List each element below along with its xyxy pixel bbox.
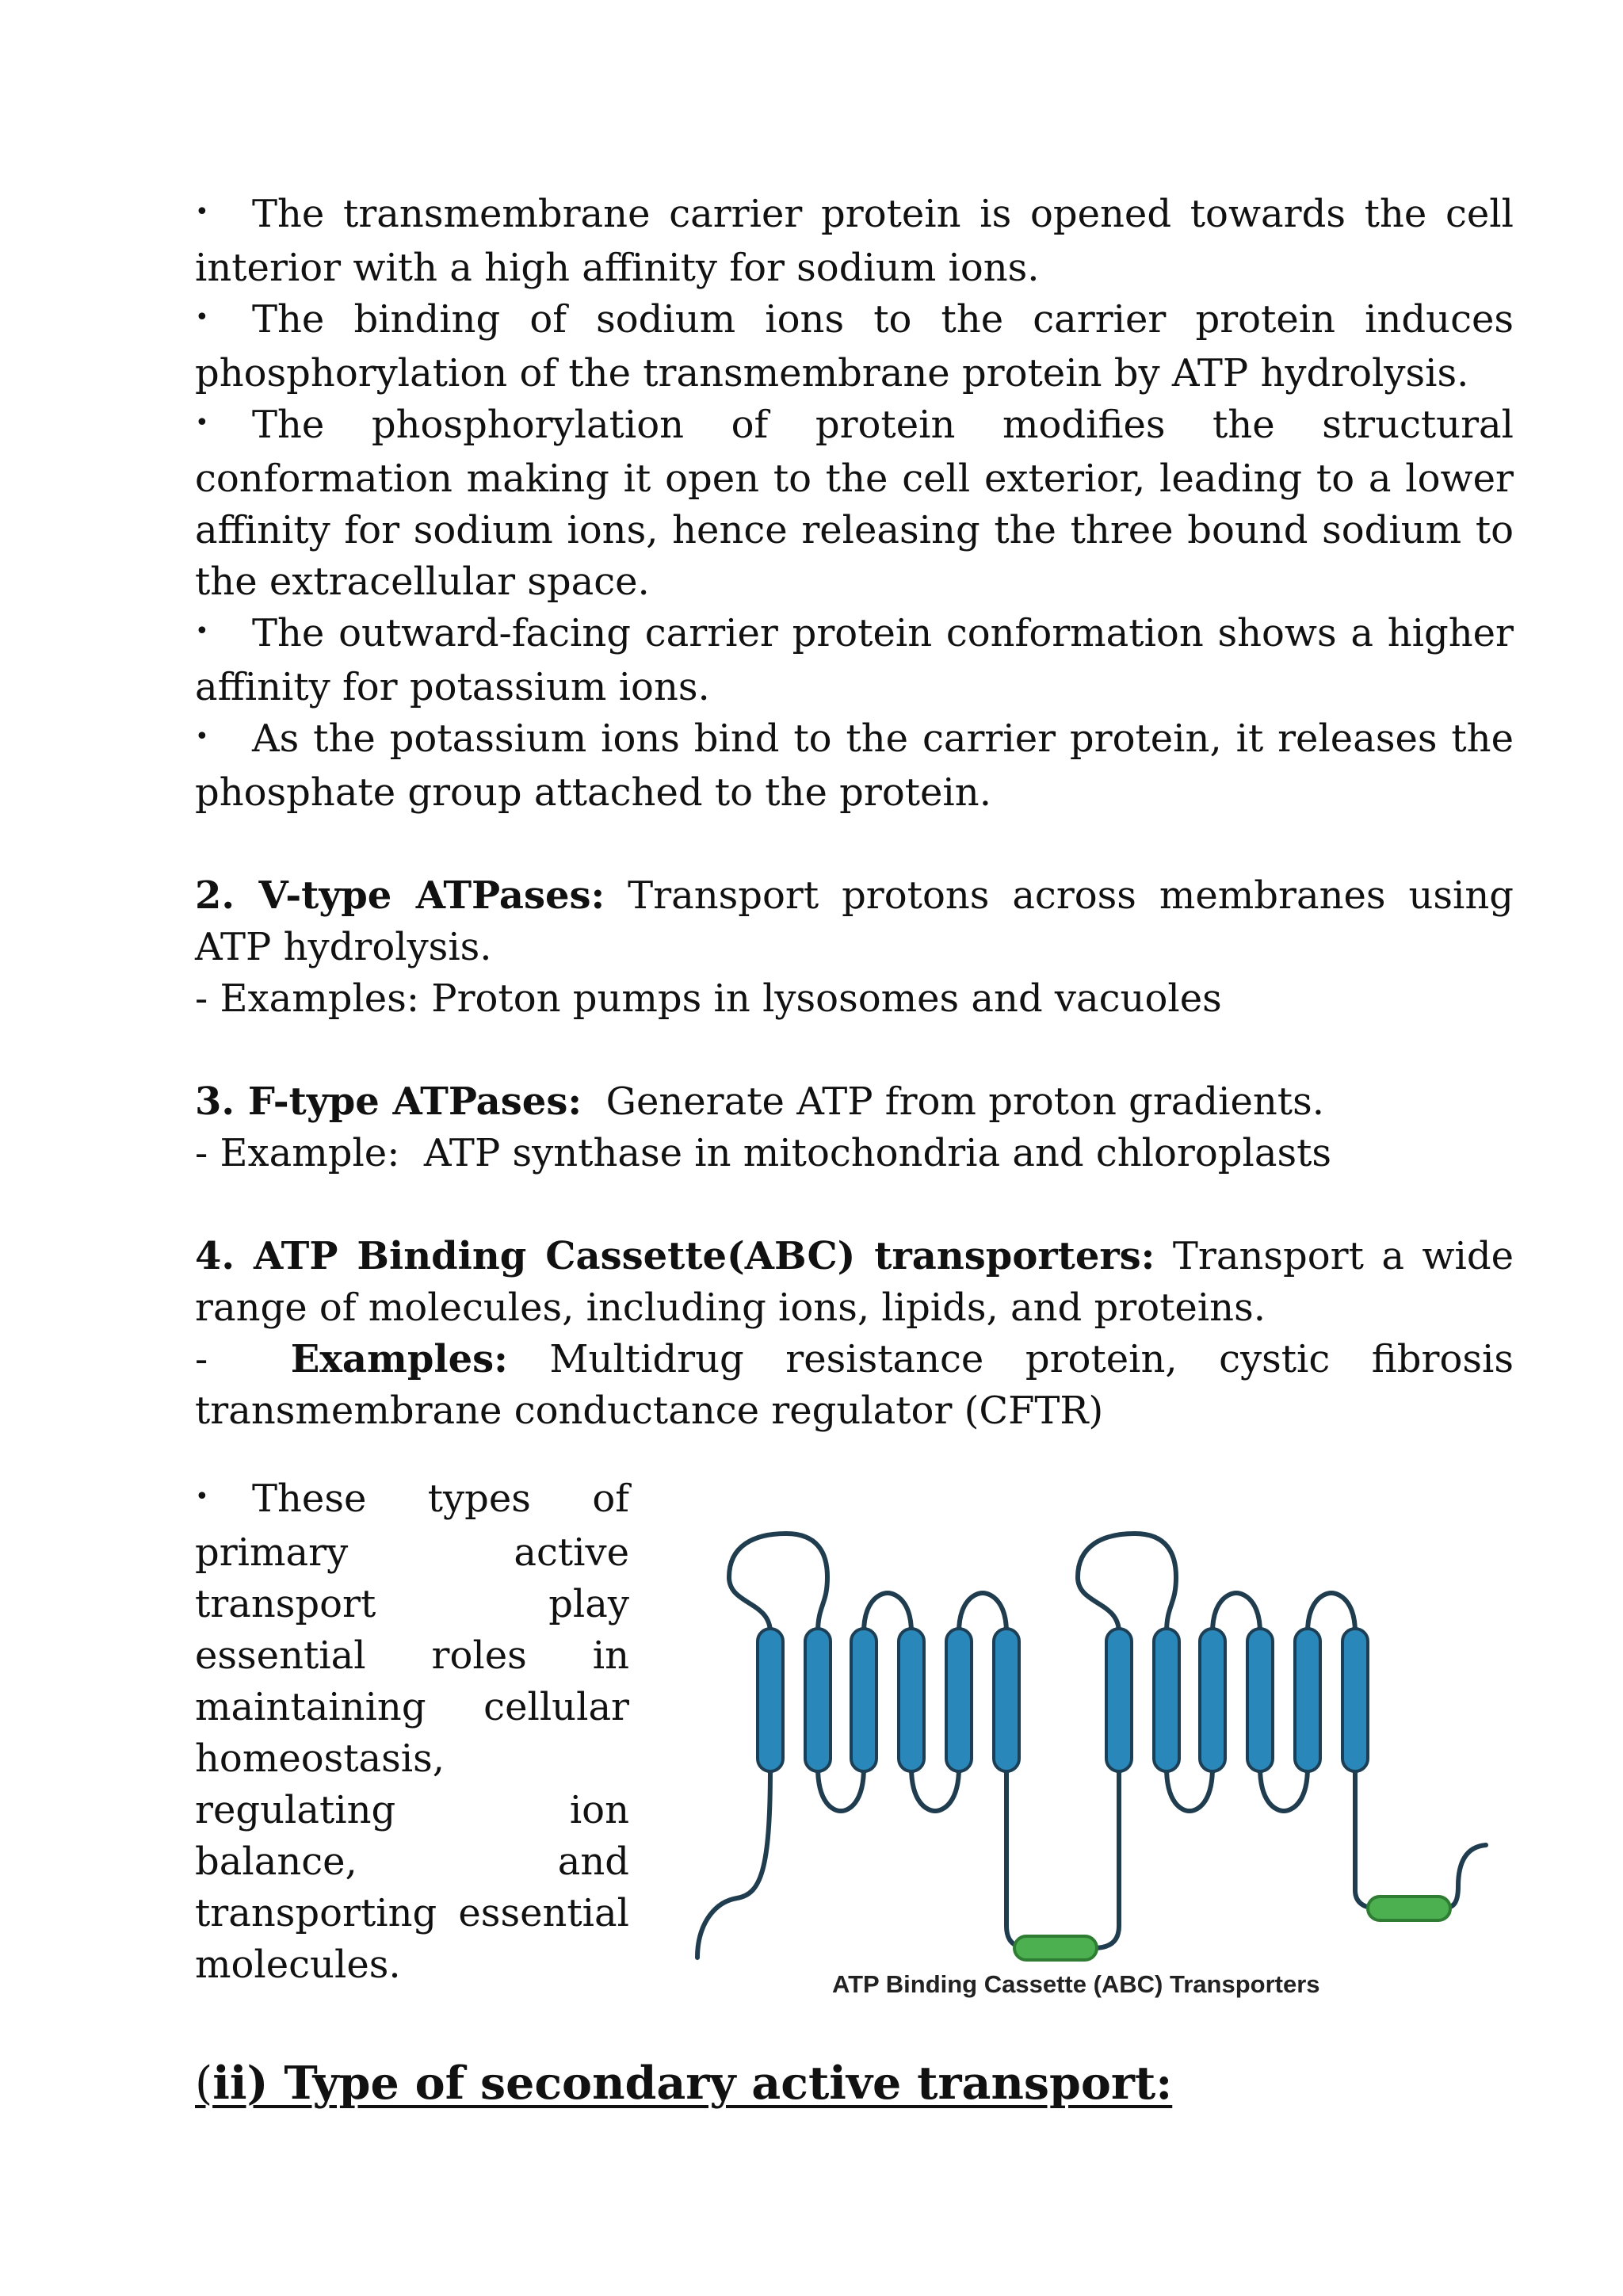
bullet-item-1 <box>195 189 1514 294</box>
tmd2-helix-3 <box>1200 1629 1225 1771</box>
tmd2-small-top-loop-1 <box>1212 1593 1260 1633</box>
f-type-text: Generate ATP from proton gradients. <box>582 1079 1324 1124</box>
tmd1-helix-6 <box>994 1629 1019 1771</box>
tmd2-bottom-loop-2 <box>1260 1767 1308 1811</box>
bullet-text: As the potassium ions bind to the carrier protein, it releases the phosphate group attached to the protein. <box>195 716 1514 815</box>
main-text-column <box>195 189 1514 1437</box>
side-note <box>195 1473 629 1991</box>
bullet-text: The phosphorylation of protein modifies the structural conformation making it open to the cell exterior, leading to a lower affinity for sodium ions, hence releasing the three bound sodium to the extracellular space. <box>195 403 1514 604</box>
n-terminal-tail <box>697 1767 770 1958</box>
bullet-glyph: • <box>195 409 209 437</box>
tmd1-helix-3 <box>851 1629 876 1771</box>
tmd1-bottom-loop-1 <box>818 1767 864 1811</box>
transmembrane-helices <box>758 1629 1368 1771</box>
f-type-paragraph <box>195 1076 1514 1128</box>
abc-transporter-diagram <box>682 1530 1506 2005</box>
tmd1-top-loop <box>729 1534 827 1633</box>
section-heading-paren: ( <box>195 2057 213 2110</box>
bullet-text: The transmembrane carrier protein is opened towards the cell interior with a high affinity for sodium ions. <box>195 192 1514 290</box>
v-type-example: - Examples: Proton pumps in lysosomes and vacuoles <box>195 976 1222 1021</box>
bullet-text: The outward-facing carrier protein conformation shows a higher affinity for potassium ions. <box>195 611 1514 709</box>
abc-example <box>195 1334 1514 1437</box>
f-type-heading: 3. F-type ATPases: <box>195 1079 582 1124</box>
tmd1-helix-2 <box>805 1629 831 1771</box>
tmd2-helix-4 <box>1247 1629 1273 1771</box>
side-note-text: These types of primary active transport play essential roles in maintaining cellular homeostasis, regulating ion balance, and transporting essential molecules. <box>195 1477 629 1987</box>
bullet-glyph: • <box>195 617 209 645</box>
bullet-item-4 <box>195 608 1514 713</box>
tmd2-helix-2 <box>1154 1629 1179 1771</box>
f-type-example: - Example: ATP synthase in mitochondria and chloroplasts <box>195 1131 1332 1175</box>
v-type-paragraph <box>195 870 1514 973</box>
abc-example-text: Multidrug resistance protein, cystic fibrosis transmembrane conductance regulator (CFTR) <box>195 1337 1514 1433</box>
section-heading <box>195 2056 1172 2111</box>
tmd1-small-top-loop-2 <box>959 1593 1006 1633</box>
bullet-glyph: • <box>195 1483 209 1511</box>
abc-example-prefix: - <box>195 1337 250 1381</box>
tmd2-helix-6 <box>1342 1629 1368 1771</box>
tmd2-bottom-loop-1 <box>1167 1767 1212 1811</box>
tmd1-helix-5 <box>946 1629 972 1771</box>
tmd2-helix-1 <box>1106 1629 1132 1771</box>
bullet-glyph: • <box>195 198 209 226</box>
tmd2-small-top-loop-2 <box>1308 1593 1355 1633</box>
bullet-text: The binding of sodium ions to the carrier protein induces phosphorylation of the transmembrane protein by ATP hydrolysis. <box>195 297 1514 395</box>
abc-paragraph <box>195 1231 1514 1334</box>
tmd1-helix-4 <box>899 1629 924 1771</box>
tmd2-helix-5 <box>1295 1629 1320 1771</box>
nbd-1 <box>1014 1936 1097 1960</box>
bullet-item-3 <box>195 399 1514 608</box>
nbd-2 <box>1368 1897 1450 1920</box>
v-type-heading: 2. V-type ATPases: <box>195 873 605 918</box>
tmd1-bottom-loop-2 <box>911 1767 959 1811</box>
bullet-item-5 <box>195 713 1514 819</box>
tmd1-small-top-loop-1 <box>864 1593 911 1633</box>
abc-heading: 4. ATP Binding Cassette(ABC) transporters: <box>195 1234 1155 1278</box>
v-type-text: Transport protons across membranes using ATP hydrolysis. <box>195 873 1514 969</box>
bullet-glyph: • <box>195 723 209 751</box>
tmd2-top-loop <box>1078 1534 1176 1633</box>
bullet-glyph: • <box>195 304 209 331</box>
linker-nbd1 <box>1006 1767 1119 1948</box>
bullet-item-2 <box>195 294 1514 399</box>
nucleotide-binding-domains <box>1014 1897 1450 1960</box>
figure-caption: ATP Binding Cassette (ABC) Transporters <box>832 1970 1320 1998</box>
abc-text: Transport a wide range of molecules, including ions, lipids, and proteins. <box>195 1234 1514 1330</box>
section-heading-title: ii) Type of secondary active transport: <box>212 2057 1173 2110</box>
c-terminal-tail <box>1355 1767 1486 1908</box>
abc-example-label: Examples: <box>290 1337 508 1381</box>
tmd1-helix-1 <box>758 1629 783 1771</box>
